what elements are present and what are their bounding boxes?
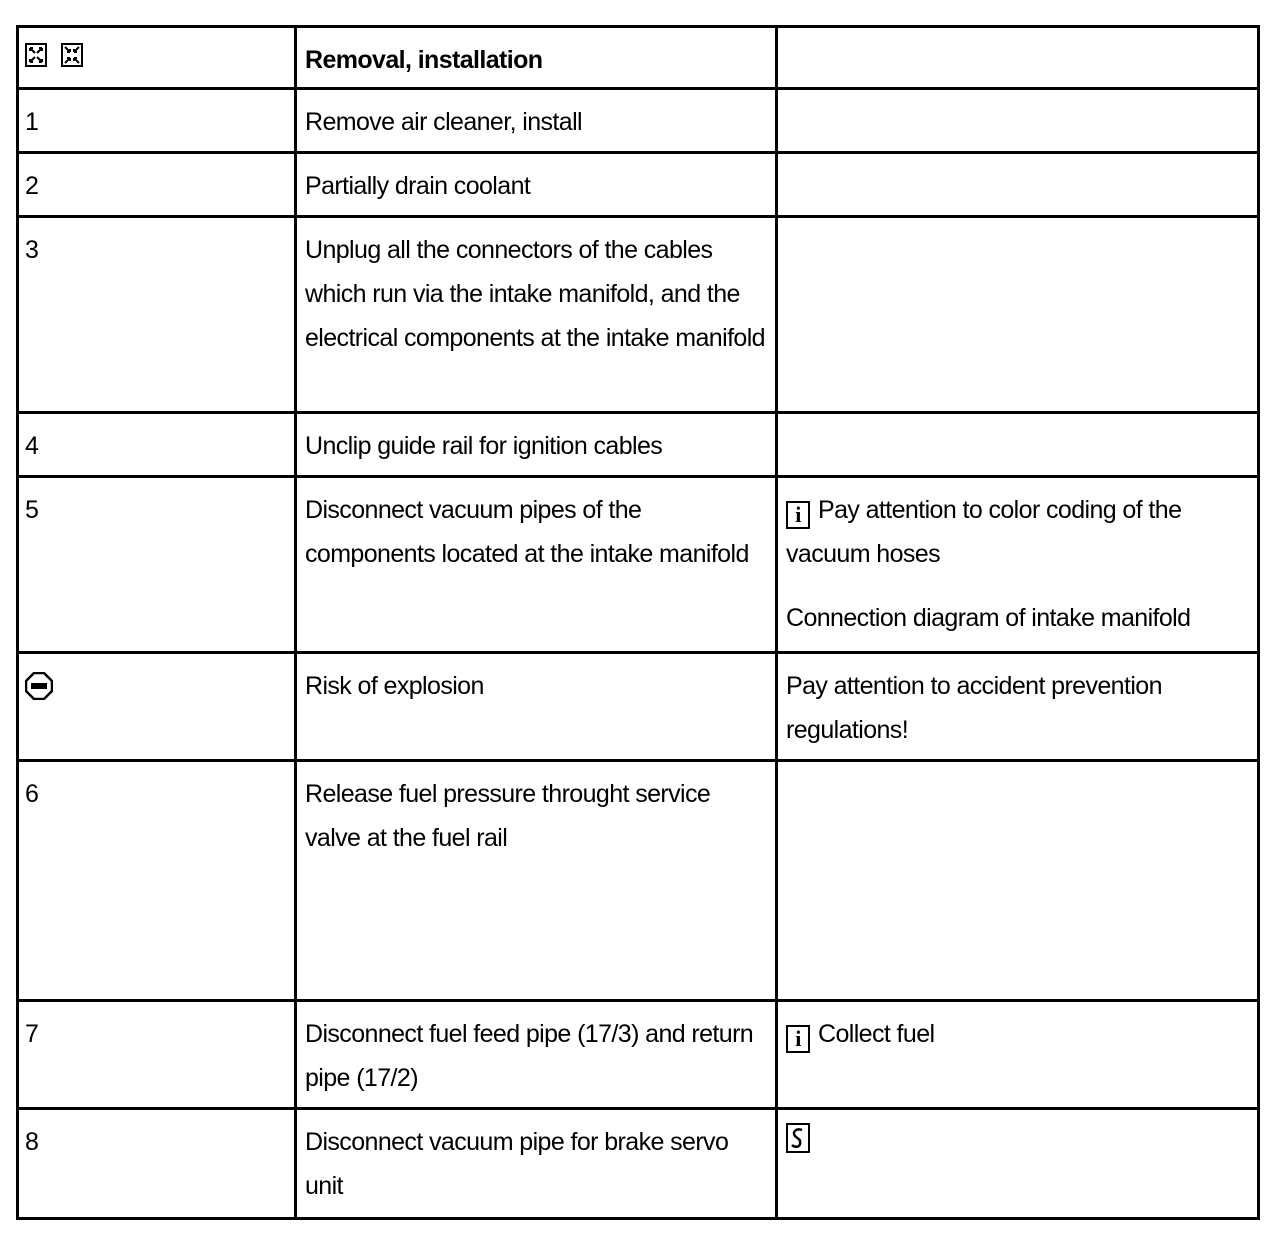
step-action: Partially drain coolant	[305, 172, 531, 200]
table-row	[18, 1001, 1259, 1109]
step-action-cell	[296, 217, 777, 413]
note-reference: Connection diagram of intake manifold	[786, 604, 1191, 632]
step-note-cell	[777, 413, 1259, 477]
step-note-cell	[777, 217, 1259, 413]
step-note-cell	[777, 1001, 1259, 1109]
step-action-cell	[296, 1109, 777, 1219]
step-action-cell	[296, 413, 777, 477]
step-note-cell	[777, 477, 1259, 653]
step-action-cell	[296, 477, 777, 653]
step-action: Remove air cleaner, install	[305, 108, 582, 136]
step-note-cell	[777, 153, 1259, 217]
step-action: Unclip guide rail for ignition cables	[305, 432, 663, 460]
step-number: 1	[25, 108, 39, 136]
step-note-cell	[777, 761, 1259, 1001]
table-row	[18, 153, 1259, 217]
step-action-cell	[296, 1001, 777, 1109]
tool-symbol-remove-icon	[25, 43, 47, 67]
warning-icon-cell	[18, 653, 296, 761]
step-action: Unplug all the connectors of the cables which run via the intake manifold, and the electrical components at the intake manifold	[305, 236, 765, 352]
step-number-cell	[18, 477, 296, 653]
step-action: Disconnect vacuum pipes of the components located at the intake manifold	[305, 496, 749, 568]
step-action: Disconnect vacuum pipe for brake servo unit	[305, 1128, 729, 1200]
step-number: 2	[25, 172, 39, 200]
header-title-cell	[296, 27, 777, 89]
step-number-cell	[18, 89, 296, 153]
tool-symbol-install-icon	[61, 43, 83, 67]
table-row	[18, 653, 1259, 761]
page-title: Removal, installation	[305, 46, 543, 74]
step-number-cell	[18, 413, 296, 477]
step-number: 5	[25, 496, 39, 524]
header-empty-cell	[777, 27, 1259, 89]
table-row	[18, 1109, 1259, 1219]
stop-warning-icon	[25, 672, 53, 700]
procedure-table	[16, 25, 1260, 1220]
table-row	[18, 89, 1259, 153]
note-text: Pay attention to color coding of the vacuum hoses	[786, 496, 1182, 568]
step-action-cell	[296, 153, 777, 217]
step-action-cell	[296, 761, 777, 1001]
info-icon: i	[786, 1025, 810, 1053]
step-action: Disconnect fuel feed pipe (17/3) and return pipe (17/2)	[305, 1020, 754, 1092]
step-action-cell	[296, 653, 777, 761]
step-number-cell	[18, 761, 296, 1001]
step-action-cell	[296, 89, 777, 153]
note-text: Pay attention to accident prevention regulations!	[786, 672, 1162, 744]
table-row	[18, 217, 1259, 413]
header-icons-cell	[18, 27, 296, 89]
step-number: 4	[25, 432, 39, 460]
step-number: 6	[25, 780, 39, 808]
table-row	[18, 413, 1259, 477]
step-number-cell	[18, 217, 296, 413]
warning-text: Risk of explosion	[305, 672, 484, 700]
table-row	[18, 477, 1259, 653]
step-number: 3	[25, 236, 39, 264]
table-header-row	[18, 27, 1259, 89]
step-note-cell	[777, 653, 1259, 761]
step-number: 7	[25, 1020, 39, 1048]
step-number-cell	[18, 1109, 296, 1219]
step-note-cell	[777, 1109, 1259, 1219]
step-note-cell	[777, 89, 1259, 153]
table-row	[18, 761, 1259, 1001]
step-number-cell	[18, 1001, 296, 1109]
step-number: 8	[25, 1128, 39, 1156]
step-action: Release fuel pressure throught service valve at the fuel rail	[305, 780, 711, 852]
info-icon: i	[786, 501, 810, 529]
note	[786, 488, 1249, 576]
step-number-cell	[18, 153, 296, 217]
special-tool-icon	[786, 1123, 810, 1153]
note-text: Collect fuel	[818, 1020, 935, 1048]
